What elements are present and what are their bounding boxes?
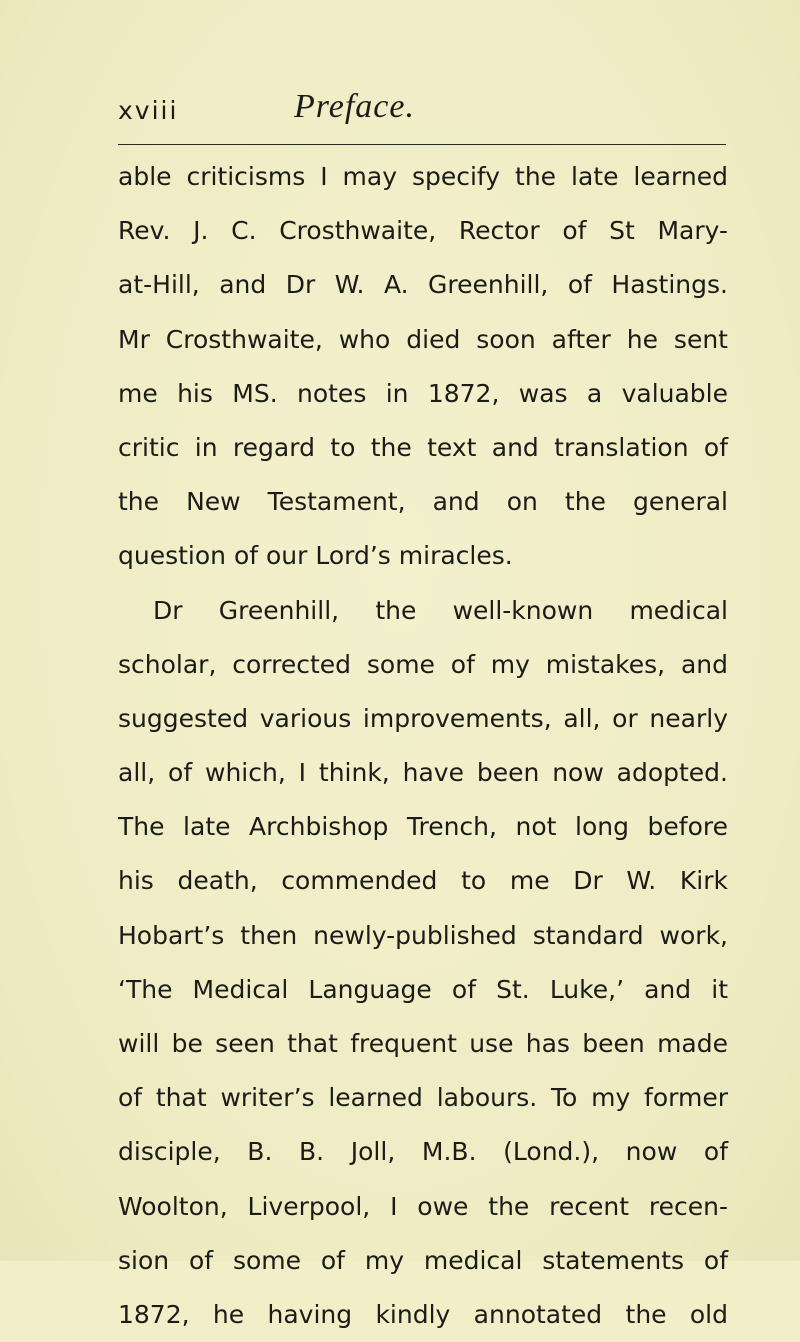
text-line: me his MS. notes in 1872, was a valuable xyxy=(118,378,728,408)
text-line: Hobart’s then newly-published standard work, xyxy=(118,920,728,950)
header-rule xyxy=(118,144,726,145)
text-line: able criticisms I may specify the late learned xyxy=(118,162,728,191)
text-line: scholar, corrected some of my mistakes, and xyxy=(118,649,728,679)
text-line: critic in regard to the text and translation of xyxy=(118,432,728,462)
text-line: disciple, B. B. Joll, M.B. (Lond.), now of xyxy=(118,1137,728,1167)
text-line: the New Testament, and on the general xyxy=(118,487,728,517)
page-number: xviii xyxy=(118,96,179,125)
running-title: Preface. xyxy=(294,88,415,125)
body-text xyxy=(118,150,728,1342)
text-line: The late Archbishop Trench, not long before xyxy=(118,812,728,842)
text-line: at-Hill, and Dr W. A. Greenhill, of Hastings. xyxy=(118,270,728,300)
text-line: suggested various improvements, all, or nearly xyxy=(118,703,728,733)
text-line: Mr Crosthwaite, who died soon after he sent xyxy=(118,324,728,354)
text-line: will be seen that frequent use has been made xyxy=(118,1029,728,1058)
text-line: 1872, he having kindly annotated the old xyxy=(118,1299,728,1329)
text-line: Rev. J. C. Crosthwaite, Rector of St Mary- xyxy=(118,216,728,246)
text-line: sion of some of my medical statements of xyxy=(118,1245,728,1275)
text-line: Woolton, Liverpool, I owe the recent recen- xyxy=(118,1191,728,1221)
text-line: his death, commended to me Dr W. Kirk xyxy=(118,866,728,896)
text-line: of that writer’s learned labours. To my former xyxy=(118,1083,728,1113)
running-head xyxy=(118,82,728,142)
text-line: ‘The Medical Language of St. Luke,’ and it xyxy=(118,974,728,1004)
text-line: all, of which, I think, have been now adopted. xyxy=(118,758,728,788)
text-line: question of our Lord’s miracles. xyxy=(118,541,513,571)
text-line: Dr Greenhill, the well-known medical xyxy=(153,595,728,625)
